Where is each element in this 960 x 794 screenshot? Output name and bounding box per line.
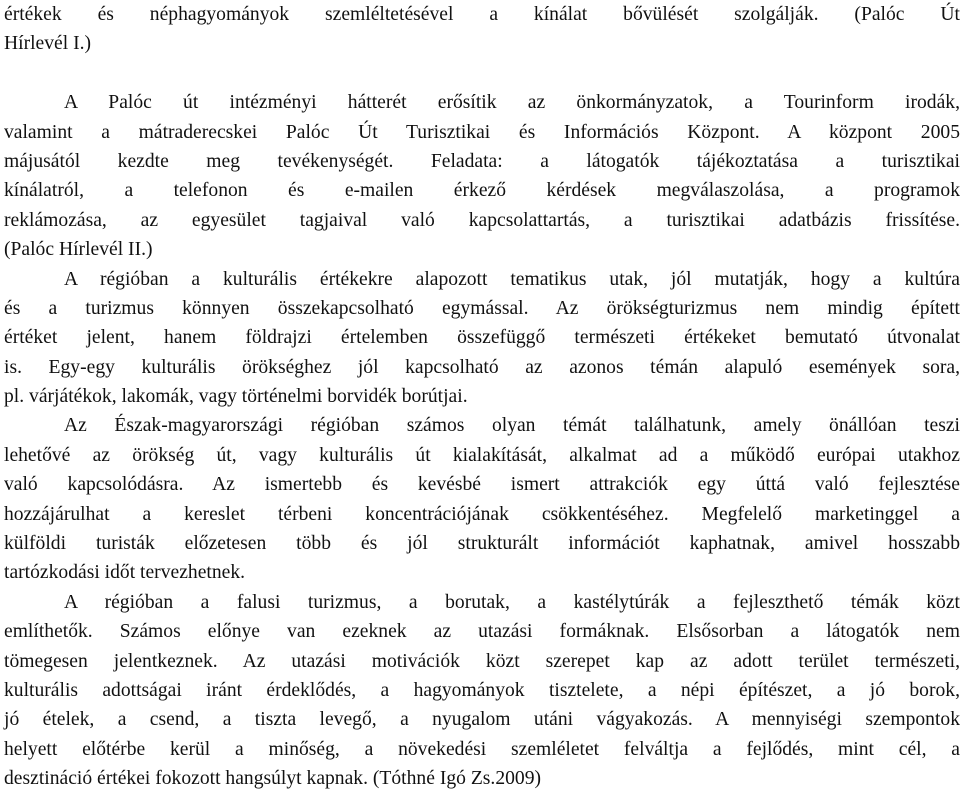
- text-line: A Palóc út intézményi hátterét erősítik az önkormányzatok, a Tourinform irodák,: [64, 92, 960, 114]
- text-line: említhetők. Számos előnye van ezeknek az utazási formáknak. Elsősorban a látogatók nem: [4, 621, 960, 643]
- text-line: pl. várjátékok, lakomák, vagy történelmi borvidék borútjai.: [4, 386, 468, 408]
- text-line: és a turizmus könnyen összekapcsolható egymással. Az örökségturizmus nem mindig épített: [4, 297, 960, 319]
- text-line: A régióban a falusi turizmus, a borutak, a kastélytúrák a fejleszthető témák közt: [64, 591, 960, 613]
- text-line: külföldi turisták előzetesen több és jól strukturált információt kaphatnak, amivel hosszabb: [4, 533, 960, 555]
- text-line: hozzájárulhat a kereslet térbeni koncentrációjának csökkentéséhez. Megfelelő marketinggel a: [4, 503, 960, 525]
- text-line: lehetővé az örökség út, vagy kulturális út kialakítását, alkalmat ad a működő európai utakhoz: [4, 444, 960, 466]
- text-line: valamint a mátraderecskei Palóc Út Turisztikai és Információs Központ. A központ 2005: [4, 121, 960, 143]
- paragraph-gap: [4, 59, 960, 88]
- text-line: reklámozása, az egyesület tagjaival való kapcsolattartás, a turisztikai adatbázis frissítése.: [4, 209, 960, 231]
- text-line: kulturális adottságai iránt érdeklődés, a hagyományok tisztelete, a népi építészet, a jó borok,: [4, 679, 960, 701]
- text-line: értéket jelent, hanem földrajzi értelemben összefüggő természeti értékeket bemutató útvonalat: [4, 327, 960, 349]
- text-line: Hírlevél I.): [4, 33, 92, 55]
- text-line: tömegesen jelentkeznek. Az utazási motivációk közt szerepet kap az adott terület természeti,: [4, 650, 960, 672]
- text-line: (Palóc Hírlevél II.): [4, 239, 153, 261]
- text-line: is. Egy-egy kulturális örökséghez jól kapcsolható az azonos témán alapuló események sora,: [4, 356, 960, 378]
- text-line: májusától kezdte meg tevékenységét. Feladata: a látogatók tájékoztatása a turisztikai: [4, 150, 960, 172]
- text-line: tartózkodási időt tervezhetnek.: [4, 562, 246, 584]
- text-line: értékek és néphagyományok szemléltetésével a kínálat bővülését szolgálják. (Palóc Út: [4, 4, 960, 25]
- text-line: kínálatról, a telefonon és e-mailen érkező kérdések megválaszolása, a programok: [4, 180, 960, 202]
- text-line: Az Észak-magyarországi régióban számos olyan témát találhatunk, amely önállóan teszi: [64, 415, 960, 437]
- text-line: helyett előtérbe kerül a minőség, a növekedési szemléletet felváltja a fejlődés, mint cél, a: [4, 738, 960, 760]
- text-line: való kapcsolódásra. Az ismertebb és kevésbé ismert attrakciók egy úttá való fejlesztése: [4, 474, 960, 496]
- text-line: A régióban a kulturális értékekre alapozott tematikus utak, jól mutatják, hogy a kultúra: [64, 268, 960, 290]
- text-line: jó ételek, a csend, a tiszta levegő, a nyugalom utáni vágyakozás. A mennyiségi szempontok: [4, 709, 960, 731]
- text-line: desztináció értékei fokozott hangsúlyt kapnak. (Tóthné Igó Zs.2009): [4, 768, 542, 790]
